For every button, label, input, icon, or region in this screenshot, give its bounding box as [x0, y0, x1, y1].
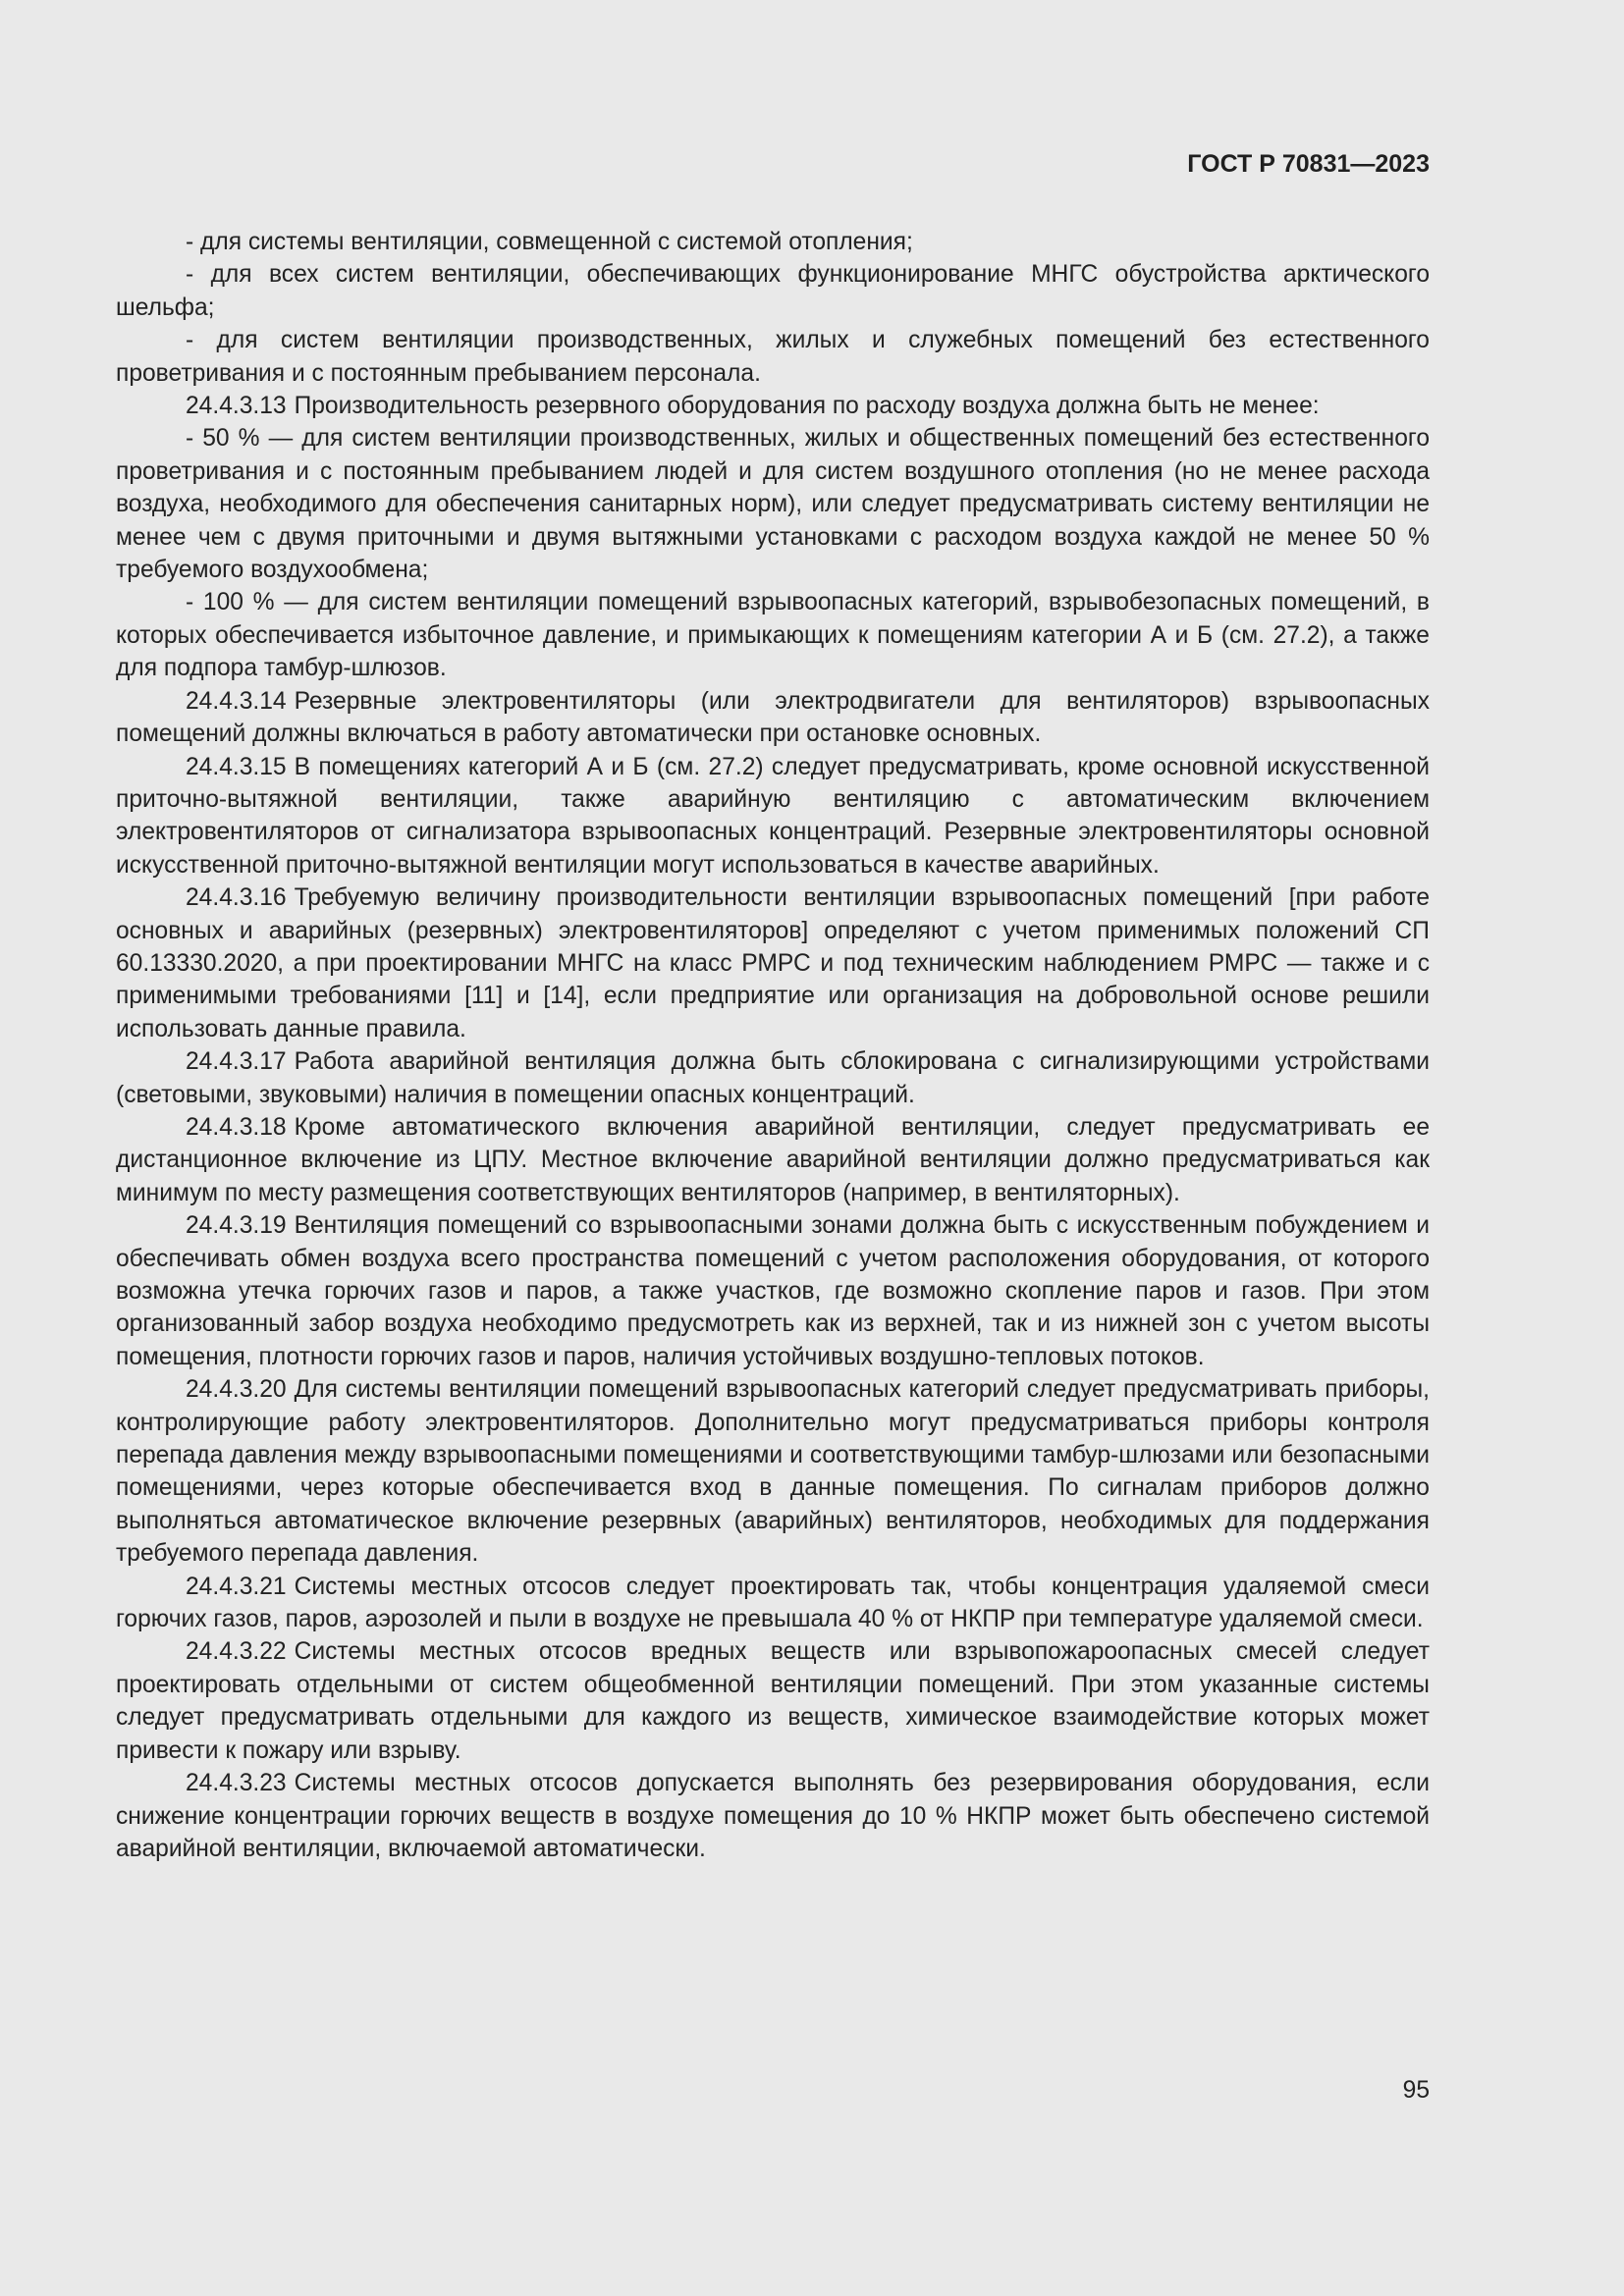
document-header [116, 147, 1430, 181]
clause-number: 24.4.3.23 [186, 1770, 287, 1797]
document-body [116, 226, 1430, 1865]
clause-paragraph: 24.4.3.15 В помещениях категорий А и Б (см. 27.2) следует предусматривать, кроме основной искусственной приточно-вытяжной вентиляции, также аварийную вентиляцию с автоматическим включением электровентиляторов от сигнализатора взрывоопасных концентраций. Резервные электровентиляторы основной искусственной приточно-вытяжной вентиляции могут использоваться в качестве аварийных. [116, 753, 1430, 879]
clause-paragraph: 24.4.3.13 Производительность резервного оборудования по расходу воздуха должна быть не менее: [186, 393, 1320, 420]
list-item: - для систем вентиляции производственных, жилых и служебных помещений без естественного проветривания и с постоянным пребыванием персонала. [116, 327, 1430, 387]
clause-number: 24.4.3.14 [186, 687, 287, 715]
standard-designation: ГОСТ Р 70831—2023 [1187, 150, 1430, 178]
clause-paragraph: 24.4.3.14 Резервные электровентиляторы (или электродвигатели для вентиляторов) взрывоопасных помещений должны включаться в работу автоматически при остановке основных. [116, 687, 1430, 748]
clause-paragraph: 24.4.3.16 Требуемую величину производительности вентиляции взрывоопасных помещений [при работе основных и аварийных (резервных) электровентиляторов] определяют с учетом применимых положений СП 60.13330.2020, а при проектировании МНГС на класс РМРС и под техническим наблюдением РМРС — также и с применимыми требованиями [11] и [14], если предприятие или организация на добровольной основе решили использовать данные правила. [116, 884, 1430, 1042]
list-item: - для всех систем вентиляции, обеспечивающих функционирование МНГС обустройства арктического шельфа; [116, 261, 1430, 321]
clause-paragraph: 24.4.3.19 Вентиляция помещений со взрывоопасными зонами должна быть с искусственным побуждением и обеспечивать обмен воздуха всего пространства помещений с учетом расположения оборудования, от которого возможна утечка горючих газов и паров, а также участков, где возможно скопление паров и газов. При этом организованный забор воздуха необходимо предусмотреть как из верхней, так и из нижней зон с учетом высоты помещения, плотности горючих газов и паров, наличия устойчивых воздушно-тепловых потоков. [116, 1212, 1430, 1370]
clause-paragraph: 24.4.3.23 Системы местных отсосов допускается выполнять без резервирования оборудования, если снижение концентрации горючих веществ в воздухе помещения до 10 % НКПР может быть обеспечено системой аварийной вентиляции, включаемой автоматически. [116, 1770, 1430, 1862]
clause-number: 24.4.3.21 [186, 1573, 287, 1600]
clause-paragraph: 24.4.3.18 Кроме автоматического включения аварийной вентиляции, следует предусматривать ее дистанционное включение из ЦПУ. Местное включение аварийной вентиляции должно предусматриваться как минимум по месту размещения соответствующих вентиляторов (например, в вентиляторных). [116, 1113, 1430, 1206]
list-item: - для системы вентиляции, совмещенной с системой отопления; [186, 229, 913, 255]
clause-number: 24.4.3.13 [186, 393, 287, 420]
list-item: - 50 % — для систем вентиляции производственных, жилых и общественных помещений без естественного проветривания и с постоянным пребыванием людей и для систем воздушного отопления (но не менее расхода воздуха, необходимого для обеспечения санитарных норм), или следует предусматривать систему вентиляции не менее чем с двумя приточными и двумя вытяжными установками с расходом воздуха каждой не менее 50 % требуемого воздухообмена; [116, 425, 1430, 584]
page-number: 95 [1402, 2077, 1430, 2104]
clause-number: 24.4.3.15 [186, 753, 287, 780]
clause-paragraph: 24.4.3.21 Системы местных отсосов следует проектировать так, чтобы концентрация удаляемой смеси горючих газов, паров, аэрозолей и пыли в воздухе не превышала 40 % от НКПР при температуре удаляемой смеси. [116, 1573, 1430, 1633]
clause-number: 24.4.3.17 [186, 1048, 287, 1076]
clause-number: 24.4.3.20 [186, 1376, 287, 1404]
clause-number: 24.4.3.16 [186, 884, 287, 912]
clause-number: 24.4.3.19 [186, 1212, 287, 1240]
clause-paragraph: 24.4.3.20 Для системы вентиляции помещений взрывоопасных категорий следует предусматривать приборы, контролирующие работу электровентиляторов. Дополнительно могут предусматриваться приборы контроля перепада давления между взрывоопасными помещениями и соответствующими тамбур-шлюзами или безопасными помещениями, через которые обеспечивается вход в данные помещения. По сигналам приборов должно выполняться автоматическое включение резервных (аварийных) вентиляторов, необходимых для поддержания требуемого перепада давления. [116, 1376, 1430, 1568]
list-item: - 100 % — для систем вентиляции помещений взрывоопасных категорий, взрывобезопасных помещений, в которых обеспечивается избыточное давление, и примыкающих к помещениям категории А и Б (см. 27.2), а также для подпора тамбур-шлюзов. [116, 589, 1430, 682]
clause-number: 24.4.3.18 [186, 1113, 287, 1141]
clause-number: 24.4.3.22 [186, 1638, 287, 1666]
clause-paragraph: 24.4.3.22 Системы местных отсосов вредных веществ или взрывопожароопасных смесей следует проектировать отдельными от систем общеобменной вентиляции помещений. При этом указанные системы следует предусматривать отдельными для каждого из веществ, химическое взаимодействие которых может привести к пожару или взрыву. [116, 1638, 1430, 1764]
clause-paragraph: 24.4.3.17 Работа аварийной вентиляция должна быть сблокирована с сигнализирующими устройствами (световыми, звуковыми) наличия в помещении опасных концентраций. [116, 1048, 1430, 1108]
